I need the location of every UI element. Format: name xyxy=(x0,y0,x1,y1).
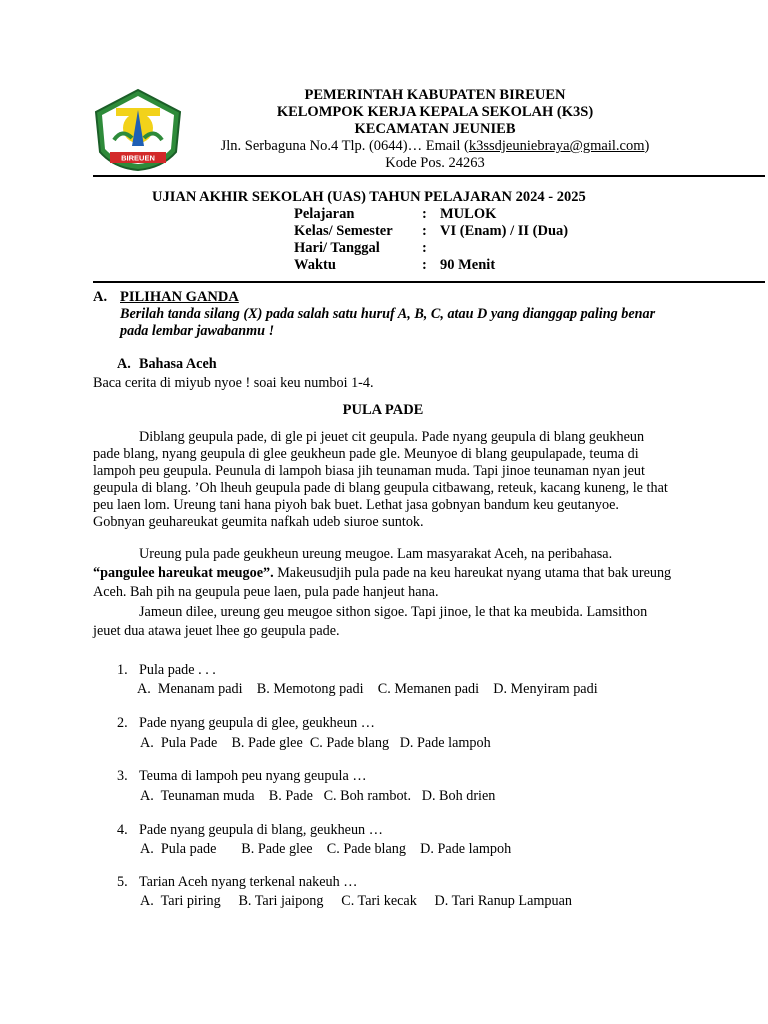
header-government: PEMERINTAH KABUPATEN BIREUEN xyxy=(304,87,566,103)
story-paragraph-3: Jameun dilee, ureung geu meugoe sithon sigoe. Tapi jinoe, le that ka meubida. Lamsithon jeuet dua atawa jeuet lhee go geupula pade. xyxy=(93,604,648,639)
read-note: Baca cerita di miyub nyoe ! soai keu numboi 1-4. xyxy=(93,375,374,391)
option-b[interactable]: B. Pade glee xyxy=(231,735,303,751)
option-a[interactable]: A. Tari piring xyxy=(140,893,221,909)
option-d[interactable]: D. Pade lampoh xyxy=(399,735,491,751)
exam-title: UJIAN AKHIR SEKOLAH (UAS) TAHUN PELAJARAN 2024 - 2025 xyxy=(152,189,586,205)
question-1: 1. Pula pade . . . xyxy=(117,662,216,678)
header-address: Jln. Serbaguna No.4 Tlp. (0644)… Email (k3ssdjeuniebraya@gmail.com) xyxy=(220,138,650,154)
question-4: 4. Pade nyang geupula di blang, geukheun … xyxy=(117,822,383,838)
option-c[interactable]: C. Memanen padi xyxy=(377,681,480,697)
meta-row: Pelajaran : MULOK xyxy=(294,206,497,222)
question-2: 2. Pade nyang geupula di glee, geukheun … xyxy=(117,715,375,731)
option-c[interactable]: C. Boh rambot. xyxy=(323,788,412,804)
section-instruction: Berilah tanda silang (X) pada salah satu huruf A, B, C, atau D yang dianggap paling benar pada lembar jawabanmu ! xyxy=(120,306,656,339)
svg-text:BIREUEN: BIREUEN xyxy=(121,153,155,163)
header-district: KECAMATAN JEUNIEB xyxy=(354,121,516,137)
story-paragraph-1: Diblang geupula pade, di gle pi jeuet cit geupula. Pade nyang geupula di blang geukheun pade blang, nyang geupula di glee geukheun pade gle. Meunyoe di blang geupulapade, teuma di lampoh peu geupula. Peunula di lampoh biasa jih teunaman muda. Tapi jinoe teunaman nyan jeut geupula di blang. ’Oh lheuh geupula pade di blang geupula citbawang, reteuk, kacang kuneng, le that peu laen lom. Ureung tani hana piyoh bak buet. Lethat jasa gobnyan bandum keu geutanyoe. Gobnyan geuhareukat geumita nafkah udeb siuroe suntok. xyxy=(93,429,668,530)
option-b[interactable]: B. Tari jaipong xyxy=(238,893,324,909)
option-c[interactable]: C. Pade blang xyxy=(309,735,390,751)
story-paragraph-2: Ureung pula pade geukheun ureung meugoe. Lam masyarakat Aceh, na peribahasa. “pangulee hareukat meugoe”. Makeusudjih pula pade na keu hareukat nyang utama that bak ureung Aceh. Bah pih na geupula peue laen, pula pade hanjeut hana. xyxy=(93,546,672,600)
question-2-options xyxy=(140,735,491,752)
option-d[interactable]: D. Menyiram padi xyxy=(493,681,598,697)
option-c[interactable]: C. Pade blang xyxy=(326,841,406,857)
section-letter: A. xyxy=(93,289,108,305)
subsection-heading: Bahasa Aceh xyxy=(139,356,217,372)
question-3: 3. Teuma di lampoh peu nyang geupula … xyxy=(117,768,367,784)
email-link[interactable]: k3ssdjeuniebraya@gmail.com xyxy=(468,138,645,154)
option-a[interactable]: A. Teunaman muda xyxy=(140,788,255,804)
section-heading: PILIHAN GANDA xyxy=(120,289,239,305)
option-a[interactable]: A. Pula pade xyxy=(140,841,217,857)
header-postal: Kode Pos. 24263 xyxy=(385,155,485,171)
meta-row: Kelas/ Semester : VI (Enam) / II (Dua) xyxy=(294,223,569,239)
meta-row: Waktu : 90 Menit xyxy=(294,257,496,273)
question-5-options xyxy=(140,893,572,910)
header-k3s: KELOMPOK KERJA KEPALA SEKOLAH (K3S) xyxy=(276,104,594,120)
option-b[interactable]: B. Memotong padi xyxy=(256,681,364,697)
option-a[interactable]: A. Pula Pade xyxy=(140,735,218,751)
question-3-options xyxy=(140,788,495,805)
option-a[interactable]: A. Menanam padi xyxy=(137,681,243,697)
option-d[interactable]: D. Boh drien xyxy=(421,788,496,804)
meta-row: Hari/ Tanggal : xyxy=(294,240,427,256)
option-d[interactable]: D. Tari Ranup Lampuan xyxy=(434,893,572,909)
option-b[interactable]: B. Pade glee xyxy=(241,841,313,857)
option-c[interactable]: C. Tari kecak xyxy=(341,893,417,909)
question-4-options xyxy=(140,841,511,858)
regency-logo xyxy=(92,88,184,172)
header-divider xyxy=(93,175,765,177)
option-b[interactable]: B. Pade xyxy=(268,788,313,804)
question-5: 5. Tarian Aceh nyang terkenal nakeuh … xyxy=(117,874,358,890)
story-title: PULA PADE xyxy=(342,402,424,418)
subsection-letter: A. xyxy=(117,356,131,372)
meta-divider xyxy=(93,281,765,283)
option-d[interactable]: D. Pade lampoh xyxy=(420,841,512,857)
question-1-options xyxy=(137,681,598,698)
